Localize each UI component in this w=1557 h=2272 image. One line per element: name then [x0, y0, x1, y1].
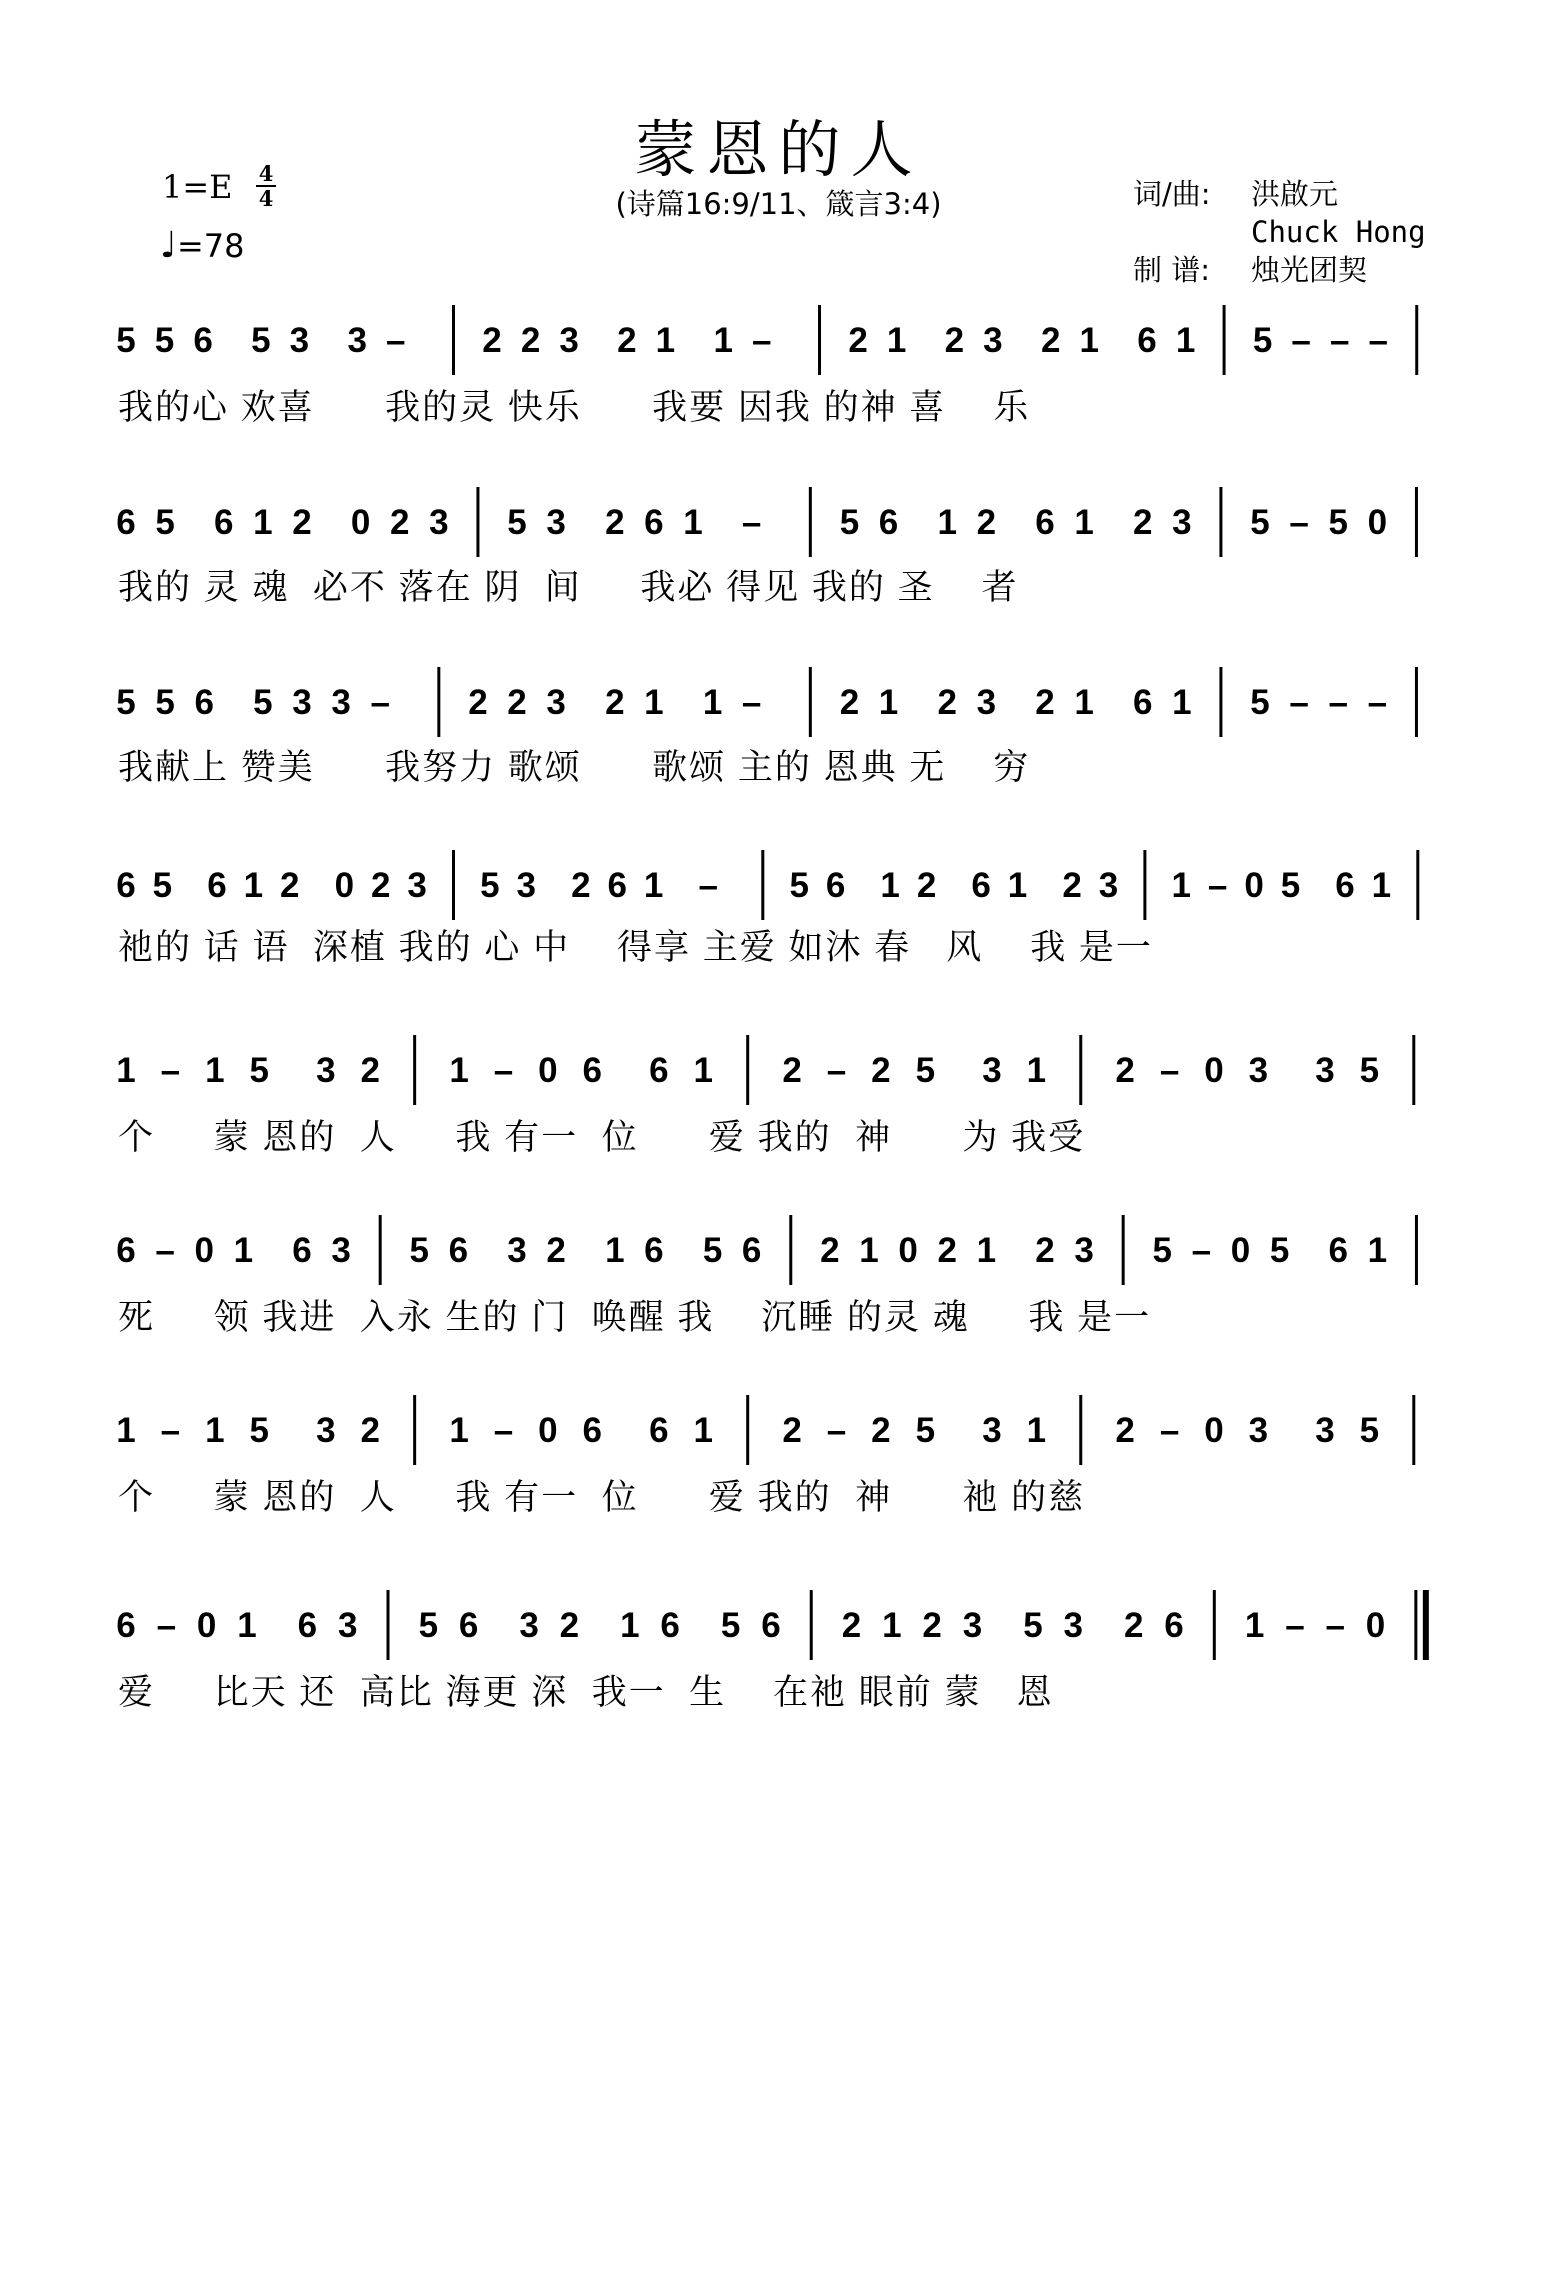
note: 6 [1137, 321, 1157, 360]
note: 3 [546, 503, 566, 542]
note: 5 [1280, 866, 1301, 905]
note: 3 [516, 866, 537, 905]
note: 5 [249, 1411, 269, 1450]
note: 2 [617, 321, 637, 360]
note: 2 [937, 683, 957, 722]
note: 6 [207, 866, 227, 905]
note: 6 [458, 1606, 479, 1645]
notation-svg [118, 1585, 1448, 1675]
dash-note: – [1291, 321, 1311, 360]
note: 5 [507, 503, 527, 542]
note: 6 [292, 1231, 312, 1270]
note: 2 [571, 866, 591, 905]
dash-note: – [826, 1411, 847, 1450]
lyrics-line: 爱 比天 还 高比 海更 深 我一 生 在祂 眼前 蒙 恩 [118, 1673, 1054, 1712]
lyrics-line: 祂的 话 语 深植 我的 心 中 得享 主爱 如沐 春 风 我 是一 [118, 928, 1153, 967]
note: 0 [1367, 503, 1388, 542]
note: 6 [1035, 503, 1055, 542]
note: 1 [205, 1051, 225, 1090]
note: 5 [253, 683, 273, 722]
note: 5 [1252, 321, 1273, 360]
note: 1 [449, 1051, 469, 1090]
note: 6 [971, 866, 991, 905]
note: 1 [693, 1411, 714, 1450]
note: 5 [915, 1051, 936, 1090]
note: 5 [1250, 683, 1270, 722]
note: 5 [720, 1606, 741, 1645]
note: 1 [116, 1411, 136, 1450]
note: 3 [316, 1411, 336, 1450]
note: 2 [1035, 683, 1055, 722]
note: 2 [922, 1606, 942, 1645]
note: 1 [683, 503, 703, 542]
dash-note: – [155, 1231, 175, 1270]
note: 2 [507, 683, 527, 722]
note: 2 [1115, 1051, 1135, 1090]
notation-line [118, 300, 1438, 390]
note: 1 [605, 1231, 625, 1270]
dash-note: – [1368, 321, 1388, 360]
note: 1 [882, 1606, 902, 1645]
key-signature: 1=E [162, 168, 233, 206]
note: 6 [649, 1051, 669, 1090]
credits [1133, 175, 1426, 289]
note: 2 [1123, 1606, 1144, 1645]
note: 3 [1248, 1051, 1269, 1090]
note: 0 [194, 1231, 214, 1270]
note: 0 [1244, 866, 1264, 905]
note: 1 [1079, 321, 1099, 360]
note: 1 [233, 1231, 254, 1270]
dash-note: – [493, 1051, 514, 1090]
lyrics-line: 死 领 我进 入永 生的 门 唤醒 我 沉睡 的灵 魂 我 是一 [118, 1298, 1152, 1337]
note: 2 [782, 1051, 802, 1090]
note: 2 [820, 1231, 840, 1270]
credit-value: Chuck Hong [1251, 215, 1426, 249]
note: 1 [1367, 1231, 1388, 1270]
note: 3 [519, 1606, 539, 1645]
note: 1 [878, 683, 899, 722]
note: 3 [976, 683, 997, 722]
note: 1 [1172, 683, 1192, 722]
note: 1 [655, 321, 676, 360]
note: 2 [871, 1051, 891, 1090]
note: 1 [237, 1606, 257, 1645]
note: 2 [839, 683, 860, 722]
note: 3 [1248, 1411, 1269, 1450]
credit-label: 词/曲: [1133, 177, 1211, 211]
notation-line [118, 482, 1438, 572]
note: 1 [886, 321, 907, 360]
note: 2 [848, 321, 868, 360]
credit-label: 制 谱: [1133, 253, 1210, 287]
note: 1 [205, 1411, 225, 1450]
note: 6 [297, 1606, 318, 1645]
note: 5 [418, 1606, 439, 1645]
note: 3 [407, 866, 427, 905]
dash-note: – [1367, 683, 1388, 722]
note: 3 [1315, 1411, 1335, 1450]
note: 3 [962, 1606, 983, 1645]
note: 0 [350, 503, 371, 542]
note: 5 [409, 1231, 430, 1270]
dash-note: – [493, 1411, 514, 1450]
note: 2 [389, 503, 410, 542]
notation-svg [118, 662, 1448, 752]
notation-line [118, 1030, 1438, 1120]
dash-note: – [698, 866, 718, 905]
note: 3 [429, 503, 449, 542]
notation-svg [118, 1030, 1448, 1120]
note: 1 [243, 866, 264, 905]
note: 6 [660, 1606, 680, 1645]
lyrics-line: 个 蒙 恩的 人 我 有一 位 爱 我的 神 祂 的慈 [118, 1478, 1086, 1517]
note: 3 [337, 1606, 358, 1645]
note: 5 [1269, 1231, 1290, 1270]
dash-note: – [1159, 1051, 1180, 1090]
note: 5 [154, 321, 175, 360]
note: 3 [347, 321, 367, 360]
credit-value: 烛光团契 [1251, 253, 1368, 287]
note: 0 [196, 1606, 217, 1645]
dash-note: – [160, 1411, 181, 1450]
note: 3 [289, 321, 310, 360]
note: 3 [1098, 866, 1119, 905]
note: 5 [839, 503, 860, 542]
note: 3 [1315, 1051, 1335, 1090]
dash-note: – [752, 321, 772, 360]
credit-value: 洪啟元 [1251, 177, 1339, 211]
note: 1 [643, 866, 664, 905]
dash-note: – [1329, 321, 1350, 360]
note: 0 [898, 1231, 918, 1270]
notation-svg [118, 300, 1448, 390]
note: 0 [1365, 1606, 1386, 1645]
note: 1 [859, 1231, 879, 1270]
note: 5 [152, 866, 173, 905]
lyrics-line: 我的 灵 魂 必不 落在 阴 间 我必 得见 我的 圣 者 [118, 568, 1019, 607]
note: 2 [280, 866, 300, 905]
dash-note: – [370, 683, 390, 722]
note: 6 [761, 1606, 781, 1645]
note: 1 [644, 683, 664, 722]
note: 2 [520, 321, 541, 360]
note: 2 [360, 1411, 380, 1450]
note: 2 [605, 503, 625, 542]
note: 3 [1063, 1606, 1083, 1645]
dash-note: – [826, 1051, 847, 1090]
note: 5 [1250, 503, 1270, 542]
note: 1 [253, 503, 273, 542]
note: 1 [1026, 1411, 1047, 1450]
note: 6 [1132, 683, 1153, 722]
note: 6 [1328, 1231, 1348, 1270]
note: 2 [482, 321, 502, 360]
note: 1 [1026, 1051, 1047, 1090]
note: 3 [507, 1231, 527, 1270]
note: 2 [871, 1411, 891, 1450]
note: 2 [1062, 866, 1082, 905]
note: 6 [825, 866, 846, 905]
note: 2 [841, 1606, 862, 1645]
note: 6 [448, 1231, 469, 1270]
note: 1 [1007, 866, 1028, 905]
dash-note: – [741, 683, 762, 722]
note: 6 [116, 866, 136, 905]
dash-note: – [156, 1606, 177, 1645]
note: 3 [546, 683, 566, 722]
dash-note: – [1328, 683, 1348, 722]
time-signature-bottom: 4 [258, 186, 274, 211]
note: 5 [116, 683, 136, 722]
quarter-note-icon: ♩ [160, 225, 177, 266]
note: 3 [1172, 503, 1192, 542]
note: 1 [1371, 866, 1392, 905]
tempo-marking [160, 225, 245, 266]
note: 5 [116, 321, 136, 360]
note: 5 [789, 866, 809, 905]
note: 5 [915, 1411, 936, 1450]
note: 5 [480, 866, 500, 905]
note: 2 [546, 1231, 566, 1270]
note: 3 [982, 1051, 1002, 1090]
note: 3 [983, 321, 1003, 360]
dash-note: – [1289, 683, 1309, 722]
notation-svg [118, 1210, 1448, 1300]
note: 1 [1074, 683, 1094, 722]
note: 3 [1074, 1231, 1094, 1270]
notation-line [118, 1210, 1438, 1300]
note: 1 [693, 1051, 714, 1090]
note: 6 [582, 1051, 603, 1090]
note: 6 [1164, 1606, 1184, 1645]
note: 0 [538, 1411, 558, 1450]
note: 6 [741, 1231, 762, 1270]
note: 0 [1204, 1411, 1224, 1450]
notation-line [118, 1585, 1438, 1675]
lyrics-line: 我的心 欢喜 我的灵 快乐 我要 因我 的神 喜 乐 [118, 388, 1031, 427]
lyrics-line: 我献上 赞美 我努力 歌颂 歌颂 主的 恩典 无 穷 [118, 748, 1031, 787]
note: 5 [249, 1051, 269, 1090]
note: 2 [1035, 1231, 1055, 1270]
note: 2 [916, 866, 937, 905]
dash-note: – [741, 503, 762, 542]
note: 6 [116, 1231, 136, 1270]
tempo-value: =78 [176, 227, 245, 265]
note: 1 [937, 503, 957, 542]
note: 6 [214, 503, 234, 542]
note: 5 [1359, 1411, 1380, 1450]
note: 6 [649, 1411, 669, 1450]
note: 1 [1244, 1606, 1265, 1645]
note: 2 [1040, 321, 1061, 360]
note: 0 [1204, 1051, 1224, 1090]
note: 2 [944, 321, 965, 360]
note: 1 [116, 1051, 136, 1090]
note: 3 [982, 1411, 1002, 1450]
note: 3 [292, 683, 312, 722]
note: 5 [702, 1231, 723, 1270]
time-signature [252, 162, 280, 210]
note: 5 [155, 503, 175, 542]
note: 2 [782, 1411, 802, 1450]
song-title: 蒙恩的人 [634, 113, 923, 186]
dash-note: – [160, 1051, 181, 1090]
scripture-reference: (诗篇16:9/11、箴言3:4) [615, 187, 942, 221]
notation-svg [118, 482, 1448, 572]
dash-note: – [1285, 1606, 1305, 1645]
note: 2 [559, 1606, 580, 1645]
note: 6 [193, 321, 213, 360]
note: 2 [1132, 503, 1153, 542]
note: 6 [194, 683, 214, 722]
note: 1 [1171, 866, 1192, 905]
note: 6 [644, 503, 664, 542]
notation-line [118, 662, 1438, 752]
note: 1 [713, 321, 733, 360]
note: 3 [331, 1231, 351, 1270]
notation-line [118, 1390, 1438, 1480]
note: 1 [880, 866, 900, 905]
note: 6 [607, 866, 627, 905]
note: 6 [644, 1231, 664, 1270]
note: 1 [449, 1411, 469, 1450]
note: 1 [1074, 503, 1094, 542]
note: 2 [370, 866, 391, 905]
dash-note: – [1191, 1231, 1212, 1270]
note: 6 [878, 503, 899, 542]
note: 2 [937, 1231, 957, 1270]
note: 5 [155, 683, 175, 722]
note: 3 [331, 683, 351, 722]
note: 6 [1335, 866, 1355, 905]
dash-note: – [1207, 866, 1228, 905]
time-signature-top: 4 [258, 161, 274, 186]
note: 0 [1230, 1231, 1251, 1270]
note: 1 [702, 683, 723, 722]
dash-note: – [1289, 503, 1309, 542]
note: 5 [1152, 1231, 1173, 1270]
note: 6 [116, 1606, 136, 1645]
note: 2 [468, 683, 488, 722]
note: 2 [976, 503, 997, 542]
note: 0 [538, 1051, 558, 1090]
note: 6 [582, 1411, 603, 1450]
note: 0 [334, 866, 355, 905]
note: 2 [360, 1051, 380, 1090]
dash-note: – [385, 321, 406, 360]
note: 5 [1023, 1606, 1043, 1645]
note: 1 [976, 1231, 997, 1270]
note: 5 [251, 321, 271, 360]
note: 6 [116, 503, 136, 542]
dash-note: – [1159, 1411, 1180, 1450]
note: 5 [1328, 503, 1348, 542]
note: 2 [1115, 1411, 1135, 1450]
note: 2 [292, 503, 312, 542]
note: 5 [1359, 1051, 1380, 1090]
dash-note: – [1325, 1606, 1345, 1645]
lyrics-line: 个 蒙 恩的 人 我 有一 位 爱 我的 神 为 我受 [118, 1118, 1086, 1157]
note: 3 [559, 321, 579, 360]
note: 3 [316, 1051, 336, 1090]
note: 2 [605, 683, 625, 722]
notation-svg [118, 1390, 1448, 1480]
note: 1 [620, 1606, 640, 1645]
note: 1 [1175, 321, 1196, 360]
